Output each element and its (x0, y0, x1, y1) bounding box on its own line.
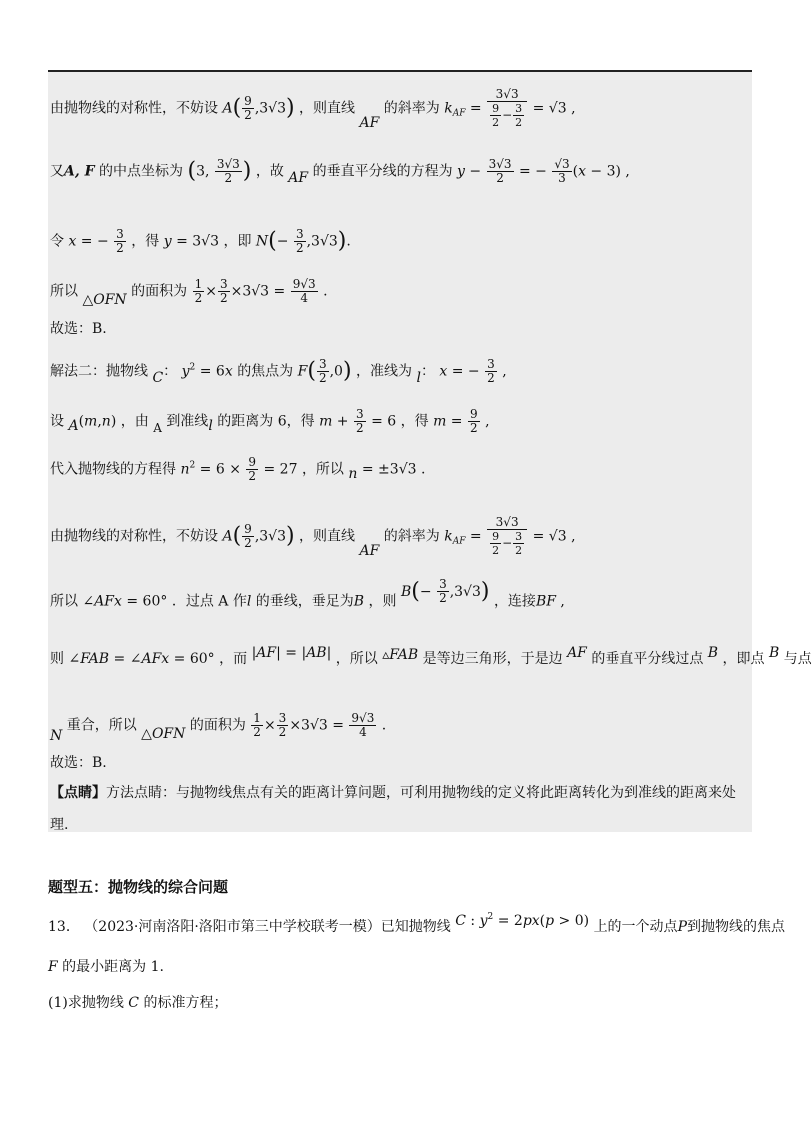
tip-label: 【点睛】 (50, 785, 106, 801)
text: ，得 (400, 413, 429, 430)
text: 则 (50, 651, 64, 667)
solution-line-7: 代入抛物线的方程得 $n^2 = 6$ × $\frac{9}{2}$ = 27 ，所以 n = ±3√3 . (50, 455, 426, 483)
text: 的中点坐标为 (99, 163, 184, 180)
text: 的垂直平分线过点 (591, 651, 704, 667)
text: 的垂线，垂足为 (255, 593, 354, 610)
question-line-1: 13． （2023·河南洛阳·洛阳市第三中学校联考一模）已知抛物线 C : $y^2 = 2px(p > 0)$ 上的一个动点P到抛物线的焦点 (48, 912, 785, 935)
solution-line-2: 又A, F 的中点坐标为 (3, $\frac{3√3}{2}$ ) ，故 AF 的垂直平分线的方程为 y − $\frac{3√3}{2}$ = − $\frac{√3}{3}$ (x − 3) , (50, 157, 630, 186)
question-number: 13． (48, 919, 80, 935)
text: 的斜率为 (383, 100, 440, 117)
solution-line-4: 所以 △OFN 的面积为 $\frac{1}{2}$ × $\frac{3}{2}$ ×3√3 = $\frac{9√3}{4}$ . (50, 277, 328, 308)
text: 令 (50, 233, 64, 250)
solution-line-11: N 重合，所以 △OFN 的面积为 $\frac{1}{2}$ × $\frac{3}{2}$ ×3√3 = $\frac{9√3}{4}$ . (50, 711, 387, 744)
text: 代入抛物线的方程得 (50, 461, 176, 478)
text: ，即点 (722, 651, 765, 667)
text: ，得 (131, 233, 160, 250)
text: 所以 (50, 283, 78, 300)
text: ，而 (219, 651, 248, 667)
text: A (153, 420, 162, 435)
answer-2: 故选：B. (50, 755, 107, 771)
text: 的面积为 (189, 717, 246, 734)
text: 与点 (783, 651, 812, 667)
solution-line-1: 由抛物线的对称性，不妨设 A( $\frac{9}{2}$ ,3√3) ，则直线 AF 的斜率为 $k_{AF}$ = 3√3 $\frac{9}{2}$ − $\frac{3}{2}$ = √3 , (50, 87, 576, 131)
text: 的最小距离为 1. (62, 959, 164, 975)
text: 是等边三角形，于是边 (422, 651, 563, 667)
solution-line-9: 所以 ∠AFx = 60° ．过点 A 作l 的垂线，垂足为B ，则 B(− $\frac{3}{2}$ ,3√3) ，连接BF , (50, 577, 565, 610)
text: ，由 (120, 413, 149, 430)
text: ．过点 A 作 (171, 593, 247, 610)
solution-line-8: 由抛物线的对称性，不妨设 A( $\frac{9}{2}$ ,3√3) ，则直线 AF 的斜率为 $k_{AF}$ = 3√3 $\frac{9}{2}$ − $\frac{3}{2}$ = √3 , (50, 515, 576, 559)
text: 解法二：抛物线 (50, 363, 148, 380)
section-title: 题型五：抛物线的综合问题 (48, 878, 229, 896)
text: F (48, 959, 58, 975)
text: P (677, 919, 687, 935)
answer-1: 故选：B. (50, 321, 107, 337)
text: 的斜率为 (383, 528, 440, 545)
text: 重合，所以 (66, 717, 137, 734)
text: ，故 (255, 163, 284, 180)
text: 设 (50, 413, 64, 430)
text: 的距离为 6，得 (217, 413, 315, 430)
tip-line-1 (50, 784, 736, 802)
question-part-1 (48, 994, 227, 1012)
text: ，连接 (493, 593, 536, 610)
text: ，所以 (301, 461, 344, 478)
text: ，所以 (335, 651, 378, 667)
text: 到抛物线的焦点 (686, 919, 785, 935)
text: C (128, 995, 140, 1011)
text: 方法点睛：与抛物线焦点有关的距离计算问题，可利用抛物线的定义将此距离转化为到准线的距离来处 (106, 785, 736, 801)
question-line-2 (48, 958, 164, 976)
solution-line-3: 令 x = − $\frac{3}{2}$ ，得 y = 3√3 ，即 N(− $\frac{3}{2}$ ,3√3). (50, 227, 351, 255)
text: 的焦点为 (237, 363, 294, 380)
text: 上的一个动点 (593, 919, 678, 935)
text: 到准线 (166, 413, 209, 430)
text: ，准线为 (356, 363, 412, 380)
solution-line-5: 解法二：抛物线 C： $y^2 = 6x$ 的焦点为 F( $\frac{3}{2}$ ,0) ，准线为 l： x = − $\frac{3}{2}$ , (50, 357, 507, 386)
text: ，则直线 (299, 100, 356, 117)
tip-line-2: 理. (50, 817, 69, 833)
text: 的面积为 (131, 283, 188, 300)
question-source: （2023·河南洛阳·洛阳市第三中学校联考一模）已知抛物线 (84, 919, 451, 935)
text: 由抛物线的对称性，不妨设 (50, 528, 218, 545)
text: (1)求抛物线 (48, 995, 124, 1011)
text: 的垂直平分线的方程为 (312, 163, 453, 180)
text: ，即 (223, 233, 252, 250)
text: ，则直线 (299, 528, 356, 545)
text: 所以 (50, 593, 78, 610)
text: 的标准方程； (143, 995, 228, 1011)
text: 又 (50, 163, 64, 180)
solution-line-6: 设 A(m,n) ，由 A 到准线l 的距离为 6，得 m + $\frac{3}{2}$ = 6 ，得 m = $\frac{9}{2}$ , (50, 407, 490, 435)
text: 由抛物线的对称性，不妨设 (50, 100, 218, 117)
solution-line-10: 则 ∠FAB = ∠AFx = 60° ，而 |AF| = |AB| ，所以 ▵FAB 是等边三角形，于是边 AF 的垂直平分线过点 B ，即点 B 与点 (50, 645, 812, 667)
text: ，则 (368, 593, 397, 610)
